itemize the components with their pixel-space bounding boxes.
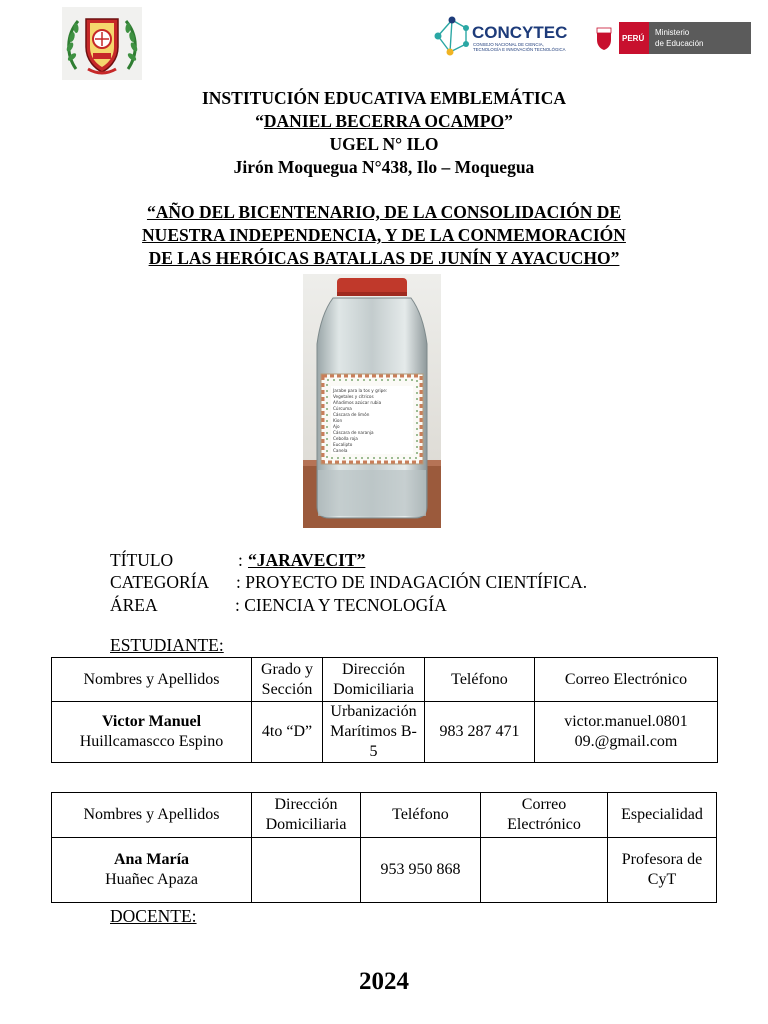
jar-label-line: Eucalipto [333, 442, 353, 447]
concytec-subtitle-2: TECNOLOGÍA E INNOVACIÓN TECNOLÓGICA [473, 47, 566, 52]
student-grade-cell: 4to “D” [252, 702, 323, 763]
teacher-table-row [52, 838, 717, 903]
student-name-cell [52, 702, 252, 763]
jar-label-line: Cáscara de limón [333, 412, 370, 417]
ministry-education-logo [591, 22, 751, 54]
teacher-header-address: Dirección Domiciliaria [252, 793, 361, 838]
area-field [110, 594, 447, 616]
jar-label-line: Ajo [333, 424, 340, 429]
header-cell-phone: Teléfono [425, 658, 535, 702]
area-label: ÁREA [110, 595, 158, 615]
category-value: : PROYECTO DE INDAGACIÓN CIENTÍFICA. [236, 572, 588, 592]
peru-government-icon [591, 22, 751, 54]
area-value: : CIENCIA Y TECNOLOGÍA [235, 595, 447, 615]
year-motto-line-1: “AÑO DEL BICENTENARIO, DE LA CONSOLIDACIÓN DE [146, 202, 622, 222]
student-last-name: Huillcamascco Espino [79, 733, 224, 750]
student-heading: ESTUDIANTE: [110, 635, 224, 655]
student-phone-cell: 983 287 471 [425, 702, 535, 763]
ministry-line-1: Ministerio [655, 28, 690, 37]
teacher-heading: DOCENTE: [110, 906, 197, 926]
document-year: 2024 [359, 968, 409, 995]
school-emblem-logo [62, 7, 142, 80]
teacher-last-name: Huañec Apaza [105, 871, 198, 888]
header-cell-grade: Grado y Sección [252, 658, 323, 702]
school-crest-icon [62, 7, 142, 80]
school-close-quote: ” [504, 111, 513, 131]
jar-label-line: Kion [333, 418, 343, 423]
concytec-subtitle-1: CONSEJO NACIONAL DE CIENCIA, [473, 42, 544, 47]
school-name: DANIEL BECERRA OCAMPO [263, 111, 505, 131]
header-cell-email: Correo Electrónico [535, 658, 718, 702]
header-cell-address: Dirección Domiciliaria [323, 658, 425, 702]
address-line: Jirón Moquegua N°438, Ilo – Moquegua [233, 157, 535, 177]
teacher-table-header-row [52, 793, 717, 838]
jar-label-line: Cebolla roja [333, 436, 358, 441]
syrup-jar-image [303, 274, 441, 528]
student-email-line-2: 09.@gmail.com [574, 733, 678, 750]
jar-photo [303, 274, 441, 528]
concytec-network-icon [432, 14, 590, 60]
teacher-address-cell [252, 838, 361, 903]
student-address-cell [323, 702, 425, 763]
teacher-table [51, 792, 717, 903]
teacher-header-email: Correo Electrónico [481, 793, 608, 838]
category-field [110, 571, 588, 593]
jar-label-line: Añadimos azúcar rubia [333, 400, 382, 405]
student-email-cell [535, 702, 718, 763]
jar-label-line: Cáscara de naranja [333, 430, 374, 435]
student-first-name: Victor Manuel [101, 713, 202, 730]
year-motto-line-2: NUESTRA INDEPENDENCIA, Y DE LA CONMEMORACIÓN [142, 225, 626, 245]
teacher-specialty-cell [608, 838, 717, 903]
student-table [51, 657, 718, 763]
school-open-quote: “ [255, 111, 264, 131]
category-label: CATEGORÍA [110, 572, 210, 592]
student-address-line-2: Marítimos B-5 [330, 723, 417, 760]
teacher-header-name: Nombres y Apellidos [52, 793, 252, 838]
student-table-header-row [52, 658, 718, 702]
jar-label-line: Vegetales y cítricos [333, 394, 374, 399]
student-email-line-1: victor.manuel.0801 [564, 713, 688, 730]
header-cell-name: Nombres y Apellidos [52, 658, 252, 702]
teacher-phone-cell: 953 950 868 [361, 838, 481, 903]
teacher-name-cell [52, 838, 252, 903]
title-field [110, 549, 366, 571]
peru-label: PERÚ [622, 34, 645, 43]
title-value: “JARAVECIT” [248, 550, 366, 570]
jar-label-line: Jarabe para la tos y gripe: [333, 388, 388, 393]
student-table-row [52, 702, 718, 763]
concytec-wordmark: CONCYTEC [472, 23, 568, 42]
institution-title: INSTITUCIÓN EDUCATIVA EMBLEMÁTICA [201, 88, 566, 108]
teacher-specialty-line-2: CyT [647, 871, 677, 888]
ugel-line: UGEL N° ILO [329, 134, 439, 154]
ministry-line-2: de Educación [655, 39, 704, 48]
student-address-line-1: Urbanización [330, 703, 417, 720]
teacher-header-specialty: Especialidad [608, 793, 717, 838]
concytec-logo [432, 14, 590, 60]
jar-label-line: Cúrcuma [333, 406, 352, 411]
jar-label-line: Canela [333, 448, 348, 453]
teacher-specialty-line-1: Profesora de [621, 851, 703, 868]
title-separator: : [238, 550, 243, 570]
title-label: TÍTULO [110, 550, 174, 570]
teacher-header-phone: Teléfono [361, 793, 481, 838]
year-motto-line-3: DE LAS HERÓICAS BATALLAS DE JUNÍN Y AYACUCHO” [148, 248, 620, 268]
school-name-line [0, 110, 768, 133]
teacher-first-name: Ana María [113, 851, 190, 868]
teacher-email-cell [481, 838, 608, 903]
